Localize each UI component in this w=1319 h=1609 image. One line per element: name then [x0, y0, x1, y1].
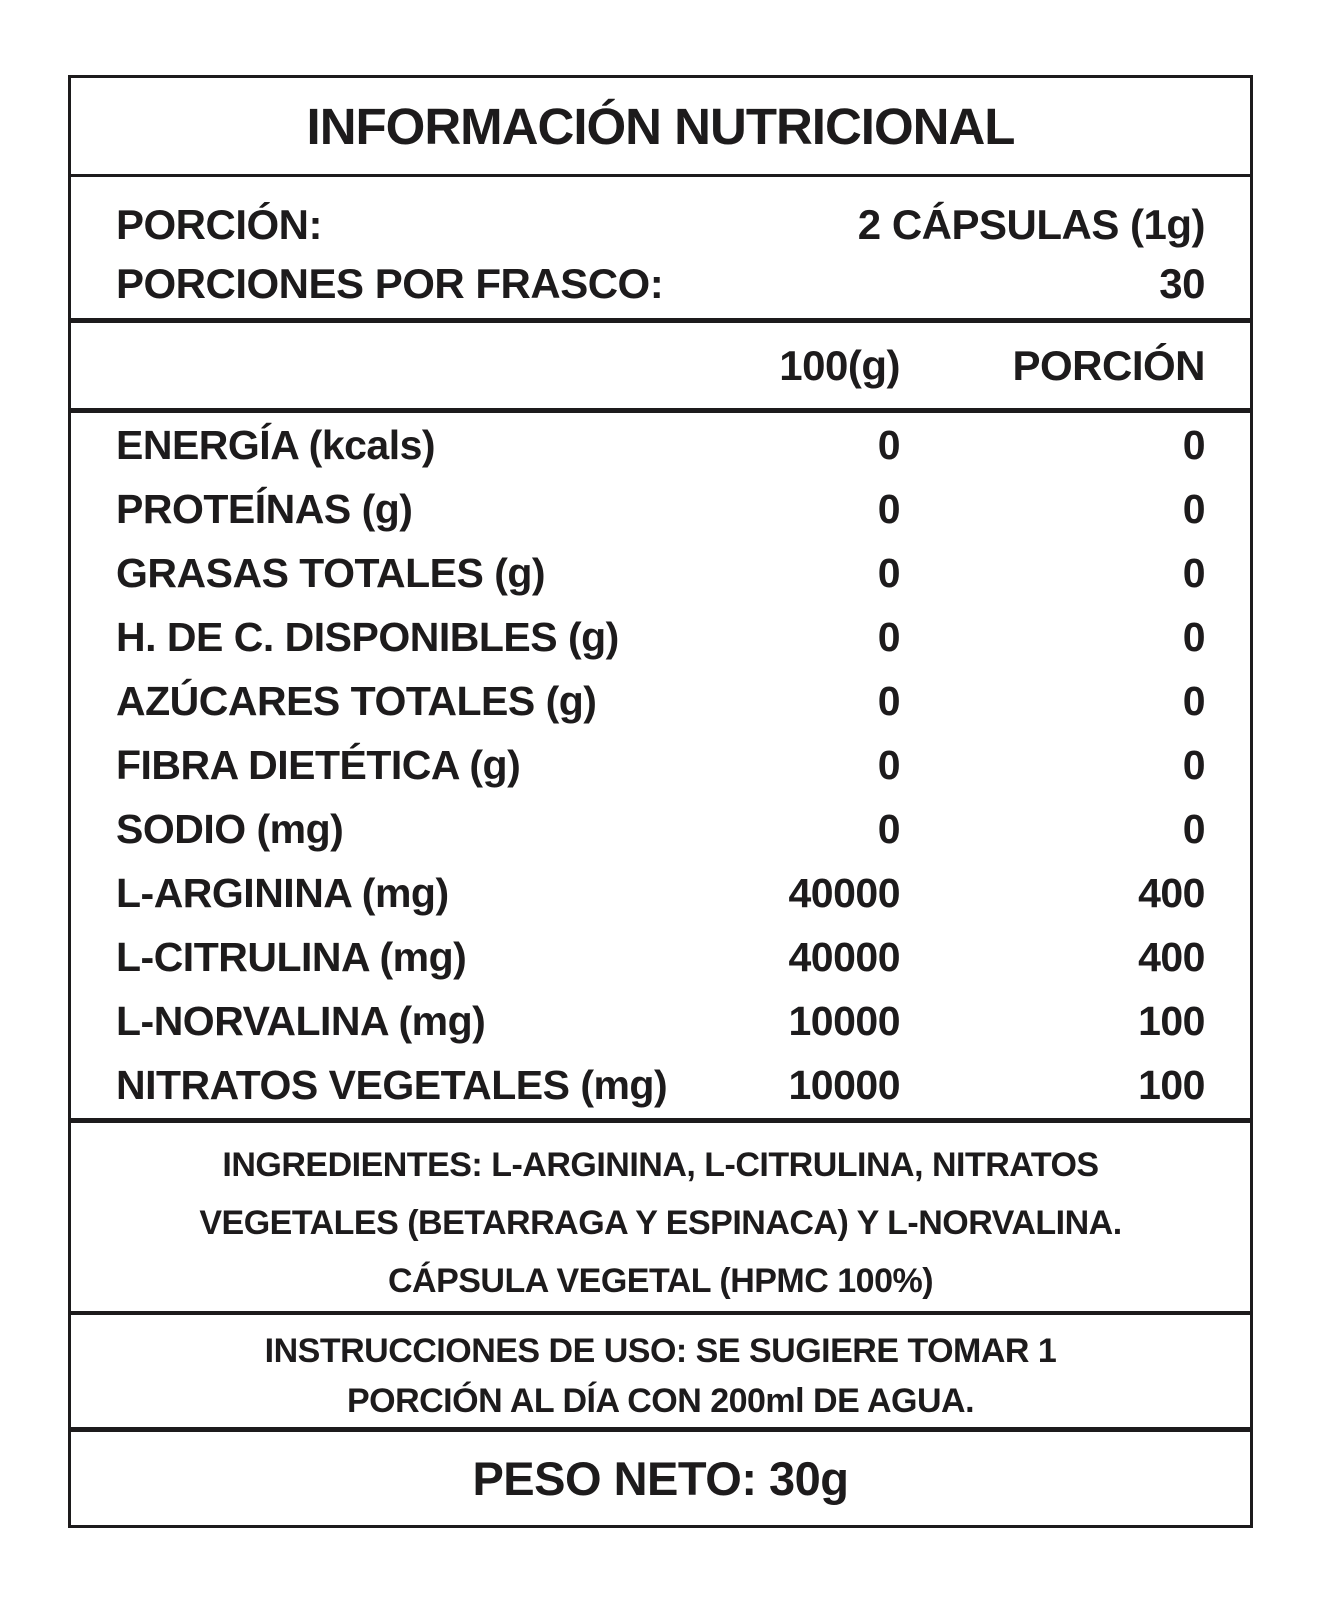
nutrient-per100: 10000	[788, 1062, 900, 1109]
nutrient-porcion: 100	[1138, 1062, 1205, 1109]
nutrient-name: L-ARGININA (mg)	[116, 870, 449, 917]
nutrient-per100: 0	[877, 677, 900, 724]
nutrient-porcion: 0	[1182, 421, 1205, 468]
label-title: INFORMACIÓN NUTRICIONAL	[306, 97, 1015, 155]
portion-label: PORCIÓN:	[116, 201, 322, 249]
table-row	[116, 926, 1205, 990]
nutrition-label	[68, 75, 1253, 1528]
instructions-line: INSTRUCCIONES DE USO: SE SUGIERE TOMAR 1	[264, 1332, 1057, 1370]
servings-per-container-value: 30	[1159, 259, 1205, 307]
servings-per-container-row	[116, 260, 1205, 308]
instructions-line: PORCIÓN AL DÍA CON 200ml DE AGUA.	[346, 1382, 975, 1420]
nutrient-name: L-CITRULINA (mg)	[116, 934, 467, 981]
table-row	[116, 541, 1205, 605]
nutrient-porcion: 400	[1138, 934, 1205, 981]
nutrient-name: L-NORVALINA (mg)	[116, 998, 486, 1045]
nutrient-name: H. DE C. DISPONIBLES (g)	[116, 613, 619, 660]
nutrient-porcion: 0	[1182, 806, 1205, 853]
column-header-porcion: PORCIÓN	[1012, 341, 1205, 389]
nutrient-per100: 40000	[788, 870, 900, 917]
nutrient-per100: 40000	[788, 934, 900, 981]
nutrient-porcion: 0	[1182, 549, 1205, 596]
nutrient-name: SODIO (mg)	[116, 806, 344, 853]
column-header-per100: 100(g)	[779, 341, 900, 389]
column-header-row	[116, 323, 1205, 408]
nutrient-table	[71, 413, 1250, 1123]
table-row	[116, 413, 1205, 477]
table-row	[116, 798, 1205, 862]
nutrient-name: NITRATOS VEGETALES (mg)	[116, 1062, 668, 1109]
nutrient-porcion: 400	[1138, 870, 1205, 917]
nutrient-porcion: 0	[1182, 741, 1205, 788]
servings-per-container-label: PORCIONES POR FRASCO:	[116, 259, 664, 307]
column-header-section	[71, 323, 1250, 413]
nutrient-name: PROTEÍNAS (g)	[116, 485, 413, 532]
nutrient-porcion: 100	[1138, 998, 1205, 1045]
title-section	[71, 78, 1250, 177]
serving-section	[71, 177, 1250, 323]
nutrient-porcion: 0	[1182, 677, 1205, 724]
table-row	[116, 605, 1205, 669]
table-row	[116, 862, 1205, 926]
nutrient-per100: 0	[877, 421, 900, 468]
table-row	[116, 990, 1205, 1054]
ingredients-line: INGREDIENTES: L-ARGININA, L-CITRULINA, NITRATOS	[222, 1146, 1099, 1184]
ingredients-line: CÁPSULA VEGETAL (HPMC 100%)	[387, 1262, 934, 1300]
ingredients-line: VEGETALES (BETARRAGA Y ESPINACA) Y L-NORVALINA.	[199, 1204, 1122, 1242]
nutrient-per100: 0	[877, 485, 900, 532]
nutrient-name: ENERGÍA (kcals)	[116, 421, 436, 468]
table-row	[116, 1054, 1205, 1118]
nutrient-per100: 10000	[788, 998, 900, 1045]
nutrient-per100: 0	[877, 613, 900, 660]
nutrient-porcion: 0	[1182, 613, 1205, 660]
net-weight-text: PESO NETO: 30g	[472, 1452, 849, 1505]
portion-row	[116, 201, 1205, 249]
portion-value: 2 CÁPSULAS (1g)	[857, 201, 1205, 249]
nutrient-porcion: 0	[1182, 485, 1205, 532]
nutrient-name: GRASAS TOTALES (g)	[116, 549, 546, 596]
table-row	[116, 669, 1205, 733]
nutrient-name: FIBRA DIETÉTICA (g)	[116, 741, 521, 788]
net-weight-section	[71, 1432, 1250, 1525]
nutrient-per100: 0	[877, 741, 900, 788]
nutrient-name: AZÚCARES TOTALES (g)	[116, 677, 597, 724]
nutrient-per100: 0	[877, 806, 900, 853]
table-row	[116, 477, 1205, 541]
table-row	[116, 733, 1205, 797]
nutrient-per100: 0	[877, 549, 900, 596]
ingredients-section	[71, 1123, 1250, 1315]
instructions-section	[71, 1315, 1250, 1432]
